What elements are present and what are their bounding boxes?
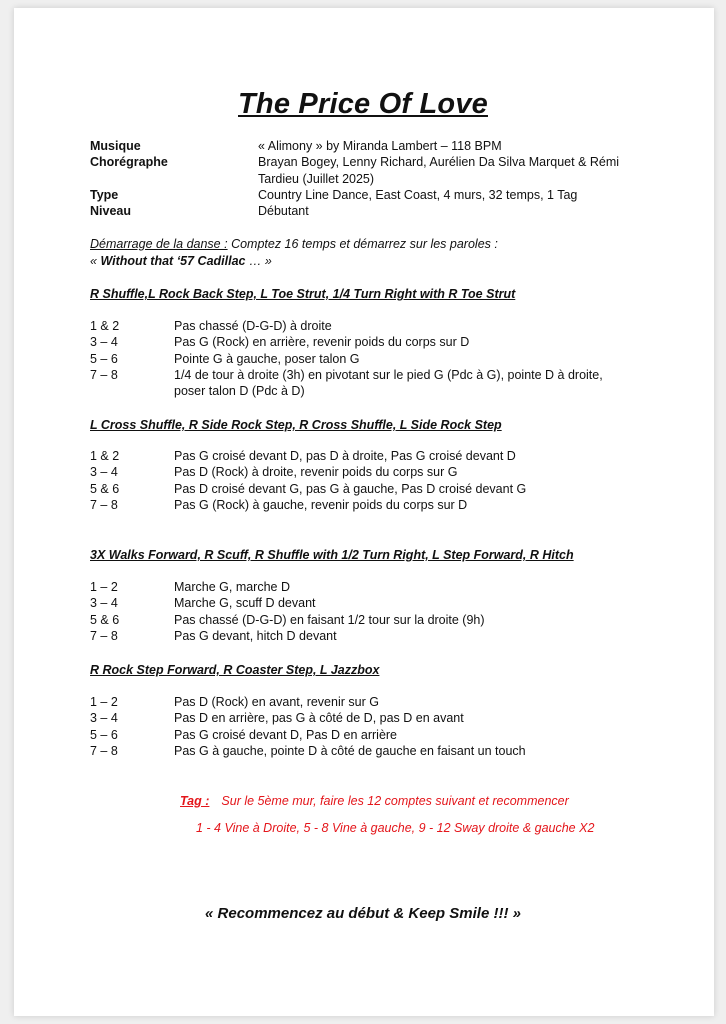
step-desc: Pas D (Rock) à droite, revenir poids du corps sur G [174,465,458,480]
step-desc: Pas D croisé devant G, pas G à gauche, Pas D croisé devant G [174,481,527,496]
start-line [90,236,498,253]
section-title: 3X Walks Forward, R Scuff, R Shuffle with 1/2 Turn Right, L Step Forward, R Hitch [90,548,574,562]
step-row [90,727,634,743]
tag-detail: 1 - 4 Vine à Droite, 5 - 8 Vine à gauche, 9 - 12 Sway droite & gauche X2 [196,821,595,835]
step-count: 3 – 4 [90,711,118,726]
section-title: R Rock Step Forward, R Coaster Step, L Jazzbox [90,663,380,677]
step-desc: Pas G (Rock) à gauche, revenir poids du corps sur D [174,497,468,512]
step-desc: Marche G, scuff D devant [174,596,316,611]
step-list [90,579,634,644]
step-row [90,464,634,480]
dance-start [90,236,498,269]
step-row [90,351,634,367]
step-desc: Pas G (Rock) en arrière, revenir poids du corps sur D [174,335,470,350]
info-row-choreographer [90,154,638,187]
step-count: 3 – 4 [90,335,118,350]
tag-line [180,794,569,808]
step-row [90,579,634,595]
info-row-type [90,187,638,203]
dance-info [90,138,638,219]
step-desc: Marche G, marche D [174,580,291,594]
step-row [90,710,634,726]
step-row [90,612,634,628]
step-count: 1 – 2 [90,695,118,709]
start-lyrics-line [90,253,498,270]
step-row [90,628,634,644]
step-desc: Pas chassé (D-G-D) à droite [174,319,332,333]
step-row [90,595,634,611]
step-desc: Pointe G à gauche, poser talon G [174,351,360,366]
step-count: 7 – 8 [90,367,118,382]
start-text: Comptez 16 temps et démarrez sur les paroles : [227,237,498,251]
step-row [90,694,634,710]
step-count: 1 & 2 [90,319,120,333]
step-count: 5 – 6 [90,727,118,742]
tag-text: Sur le 5ème mur, faire les 12 comptes suivant et recommencer [221,794,569,808]
step-count: 3 – 4 [90,596,118,611]
step-count: 1 – 2 [90,580,118,594]
step-list [90,694,634,759]
section-title: R Shuffle,L Rock Back Step, L Toe Strut, 1/4 Turn Right with R Toe Strut [90,287,516,301]
start-lyrics: Without that ‘57 Cadillac [100,253,246,268]
step-desc: Pas G croisé devant D, Pas D en arrière [174,727,398,742]
info-value: « Alimony » by Miranda Lambert – 118 BPM [258,139,502,153]
step-count: 3 – 4 [90,465,118,480]
step-desc: Pas D en arrière, pas G à côté de D, pas D en avant [174,711,464,726]
step-count: 5 & 6 [90,481,120,496]
lyrics-close-quote: … » [245,253,272,268]
info-row-level [90,203,638,219]
info-value: Débutant [258,204,309,219]
step-count: 1 & 2 [90,449,120,463]
step-desc: 1/4 de tour à droite (3h) en pivotant sur le pied G (Pdc à G), pointe D à droite, poser talon D (Pdc à D) [174,367,603,399]
step-list [90,448,634,513]
dance-title: The Price Of Love [238,88,488,120]
info-key: Niveau [90,204,131,219]
info-row-music [90,138,638,154]
step-count: 5 – 6 [90,351,118,366]
step-desc: Pas G croisé devant D, pas D à droite, Pas G croisé devant D [174,449,516,463]
step-desc: Pas G devant, hitch D devant [174,628,337,643]
step-row [90,334,634,350]
info-key: Type [90,187,119,202]
info-key: Chorégraphe [90,155,168,170]
step-count: 5 & 6 [90,612,120,627]
step-row [90,743,634,759]
info-value: Brayan Bogey, Lenny Richard, Aurélien Da Silva Marquet & Rémi Tardieu (Juillet 2025) [258,155,620,186]
step-row [90,481,634,497]
step-row [90,367,634,400]
section-title: L Cross Shuffle, R Side Rock Step, R Cross Shuffle, L Side Rock Step [90,418,502,432]
step-count: 7 – 8 [90,743,118,758]
closing-message: « Recommencez au début & Keep Smile !!! » [205,905,521,922]
step-count: 7 – 8 [90,497,118,512]
step-desc: Pas D (Rock) en avant, revenir sur G [174,695,379,709]
info-key: Musique [90,139,141,153]
step-list [90,318,634,399]
step-count: 7 – 8 [90,628,118,643]
info-value: Country Line Dance, East Coast, 4 murs, 32 temps, 1 Tag [258,187,578,202]
step-row [90,448,634,464]
step-row [90,497,634,513]
step-desc: Pas G à gauche, pointe D à côté de gauche en faisant un touch [174,743,526,758]
lyrics-open-quote: « [90,253,101,268]
step-row [90,318,634,334]
tag-label: Tag : [180,794,210,808]
step-desc: Pas chassé (D-G-D) en faisant 1/2 tour sur la droite (9h) [174,612,485,627]
start-label: Démarrage de la danse : [90,237,228,251]
